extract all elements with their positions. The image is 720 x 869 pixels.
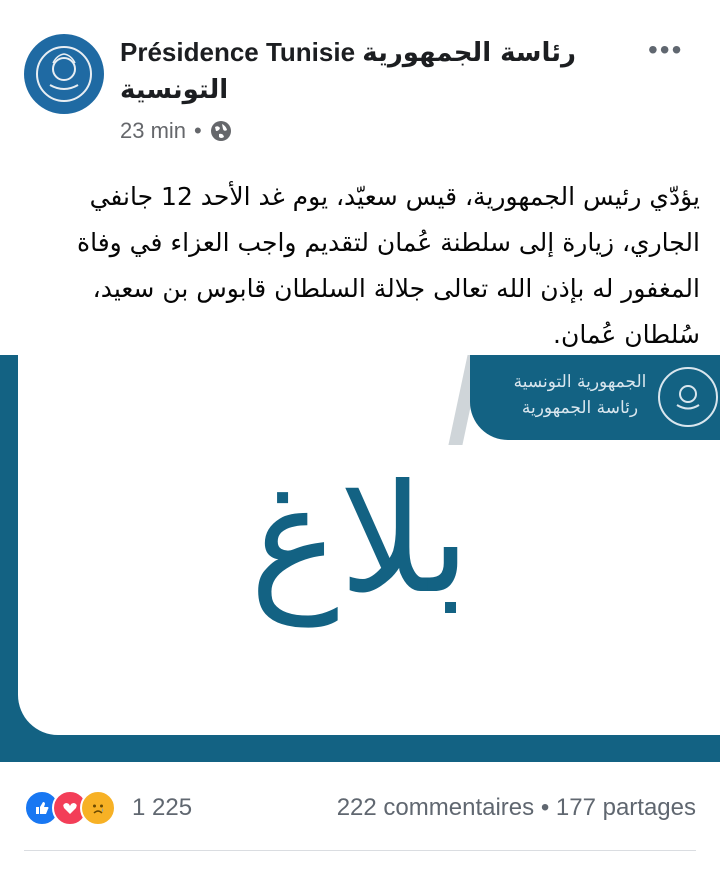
- image-logo-line-1: الجمهورية التونسية: [513, 372, 647, 392]
- image-emblem-icon: [658, 367, 718, 427]
- post-header: [0, 0, 720, 160]
- shares-count[interactable]: 177 partages: [555, 794, 696, 821]
- comments-count[interactable]: 222 commentaires: [336, 794, 535, 821]
- reaction-icons[interactable]: [24, 790, 108, 826]
- image-logo-line-2: رئاسة الجمهورية: [521, 398, 639, 418]
- post-stats: [337, 794, 696, 822]
- divider: [24, 850, 696, 851]
- engagement-bar: [0, 762, 720, 852]
- image-logo-text: [505, 369, 655, 421]
- author-name-arabic[interactable]: رئاسة الجمهورية: [362, 38, 576, 68]
- post-time[interactable]: 23 min: [120, 118, 187, 143]
- stats-separator: •: [540, 794, 550, 821]
- author-name[interactable]: [120, 34, 620, 108]
- globe-icon: [210, 120, 232, 142]
- author-name-arabic-2[interactable]: التونسية: [120, 75, 229, 105]
- presidency-emblem-icon: [33, 43, 95, 105]
- seal-icon: [668, 377, 708, 417]
- meta-separator: •: [194, 118, 202, 143]
- reactions-count[interactable]: 1 225: [132, 794, 193, 821]
- image-headline: بلاغ: [249, 453, 471, 627]
- more-options-button[interactable]: •••: [648, 34, 684, 65]
- post-meta: [120, 118, 232, 144]
- post-text: يؤدّي رئيس الجمهورية، قيس سعيّد، يوم غد الأحد 12 جانفي الجاري، زيارة إلى سلطنة عُمان لتقديم واجب العزاء في وفاة المغفور له بإذن الله تعالى جلالة السلطان قابوس بن سعيد، سُلطان عُمان.: [77, 182, 700, 349]
- author-name-latin[interactable]: Présidence Tunisie: [120, 37, 356, 67]
- sad-icon: [80, 790, 116, 826]
- page-avatar[interactable]: [24, 34, 104, 114]
